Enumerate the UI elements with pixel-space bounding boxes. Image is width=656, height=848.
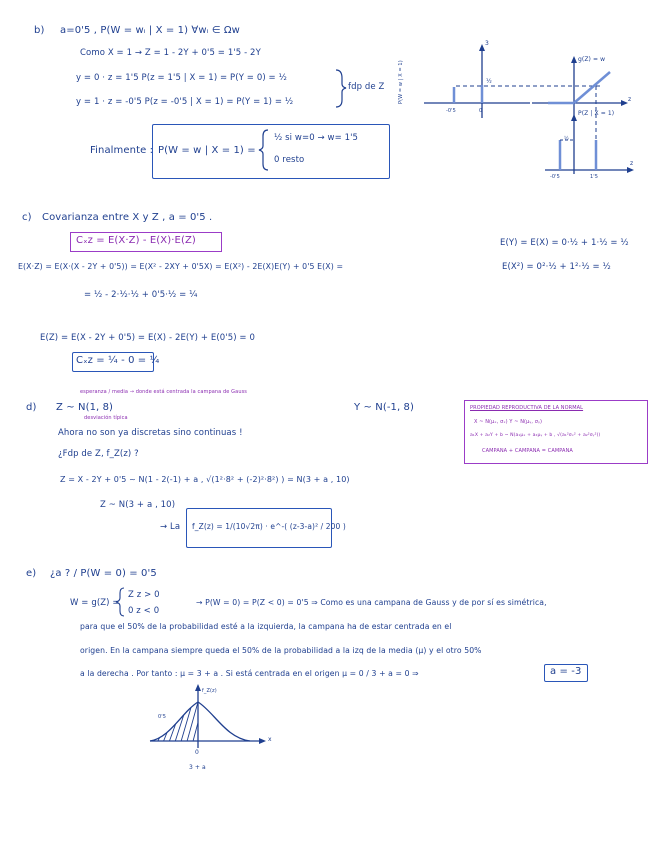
section-c-label: c) [22,212,32,223]
prop-line1: X ~ N(μₓ, σₓ) Y ~ N(μᵧ, σᵧ) [474,419,543,425]
section-d-header: Z ~ N(1, 8) [56,402,114,413]
section-d-note2: desviación típica [84,415,128,421]
prop-line2: a₁X + a₂Y + b ~ N(a₁μₓ + a₂μᵧ + b , √(a₁²σₓ² + a₂²σᵧ²)) [470,433,601,438]
graph-e-xbelow: 3 + a [189,764,206,771]
section-d-question: ¿Fdp de Z, f_Z(z) ? [58,449,139,459]
section-b-label: b) [34,25,45,36]
graph-left-ylabel: P(W = w | X = 1) [398,60,404,104]
graph-left-half: ½ [486,78,492,85]
graph-right-axis: z [628,96,632,103]
section-b-brace-note: fdp de Z [348,82,385,92]
section-e-label: e) [26,568,37,579]
final-case-1: ½ si w=0 → w= 1'5 [274,133,359,143]
section-c-header: Covarianza entre X y Z , a = 0'5 . [42,212,213,223]
section-d-zline: Z = X - 2Y + 0'5 ~ N(1 - 2(-1) + a , √(1²·8² + (-2)²·8²) ) = N(3 + a , 10) [60,475,350,484]
graph-right-title: g(Z) = w [578,56,606,63]
section-b-line3: y = 1 · z = -0'5 P(z = -0'5 | X = 1) = P(Y = 1) = ½ [76,97,294,107]
section-e-p1: → P(W = 0) = P(Z < 0) = 0'5 ⇒ Como es una campana de Gauss y de por sí es simétrica, [196,598,547,607]
graph-left-xneg: -0'5 [446,108,456,114]
graph-bottom-axis: z [630,160,634,167]
section-e-answer: a = -3 [550,666,582,677]
graph-e-axis: x [268,736,272,743]
section-e-header: ¿a ? / P(W = 0) = 0'5 [50,568,157,579]
section-d-fz-prefix: → La [160,522,181,532]
section-d-label: d) [26,402,37,413]
section-d-zdist: Z ~ N(3 + a , 10) [100,500,176,510]
graph-e-pct: 0'5 [158,714,167,720]
prop-title: PROPIEDAD REPRODUCTIVA DE LA NORMAL [470,405,584,411]
graph-left-top: 3 [485,40,489,47]
w-case-2: 0 z < 0 [128,606,160,616]
section-b-line1: Como X = 1 → Z = 1 - 2Y + 0'5 = 1'5 - 2Y [80,48,261,58]
graph-bottom-xpos: 1'5 [590,174,599,180]
graph-e-x0: 0 [195,749,199,756]
graph-left-x0: 0 [479,108,483,114]
final-case-2: 0 resto [274,155,305,165]
section-e-p3: origen. En la campana siempre queda el 50% de la probabilidad a la izq de la media (μ) y el otro 50% [80,646,482,655]
section-c-cxz: Cₓz = ¼ - 0 = ¼ [76,355,160,366]
final-label: Finalmente : [90,145,154,156]
section-c-exz2: = ½ - 2·½·½ + 0'5·½ = ¼ [84,290,198,300]
section-c-ez: E(Z) = E(X - 2Y + 0'5) = E(X) - 2E(Y) + E(0'5) = 0 [40,333,255,343]
section-c-ex: E(Y) = E(X) = 0·½ + 1·½ = ½ [500,238,629,248]
final-expression: P(W = w | X = 1) = [158,145,256,156]
graph-e-ylabel: f_Z(z) [202,688,217,694]
graph-bottom-xneg: -0'5 [550,174,560,180]
section-d-note1: esperanza / media → donde está centrada la campana de Gauss [80,389,247,395]
section-d-text1: Ahora no son ya discretas sino continuas ! [58,428,243,438]
section-e-wdef: W = g(Z) = [70,598,120,608]
graph-bottom-half: ½ [564,136,569,142]
section-e-p2: para que el 50% de la probabilidad esté a la izquierda, la campana ha de estar centrada en el [80,622,452,631]
section-d-fz: f_Z(z) = 1/(10√2π) · e^-( (z-3-a)² / 200 ) [192,522,346,531]
section-e-p4: a la derecha . Por tanto : μ = 3 + a . Si está centrada en el origen μ = 0 / 3 + a = 0 ⇒ [80,669,419,678]
section-b-line2: y = 0 · z = 1'5 P(z = 1'5 | X = 1) = P(Y = 0) = ½ [76,73,287,83]
w-case-1: Z z > 0 [128,590,160,600]
section-c-exz: E(X·Z) = E(X·(X - 2Y + 0'5)) = E(X² - 2XY + 0'5X) = E(X²) - 2E(X)E(Y) + 0'5 E(X) = [18,262,344,271]
graph-bottom-title: P(Z | X = 1) [578,110,615,117]
prop-line3: CAMPANA + CAMPANA = CAMPANA [482,448,573,454]
section-d-yline: Y ~ N(-1, 8) [354,402,415,413]
cov-formula: Cₓz = E(X·Z) - E(X)·E(Z) [76,235,196,246]
section-b-header: a=0'5 , P(W = wᵢ | X = 1) ∀wᵢ ∈ Ωw [60,25,240,36]
section-c-ex2: E(X²) = 0²·½ + 1²·½ = ½ [502,262,611,272]
